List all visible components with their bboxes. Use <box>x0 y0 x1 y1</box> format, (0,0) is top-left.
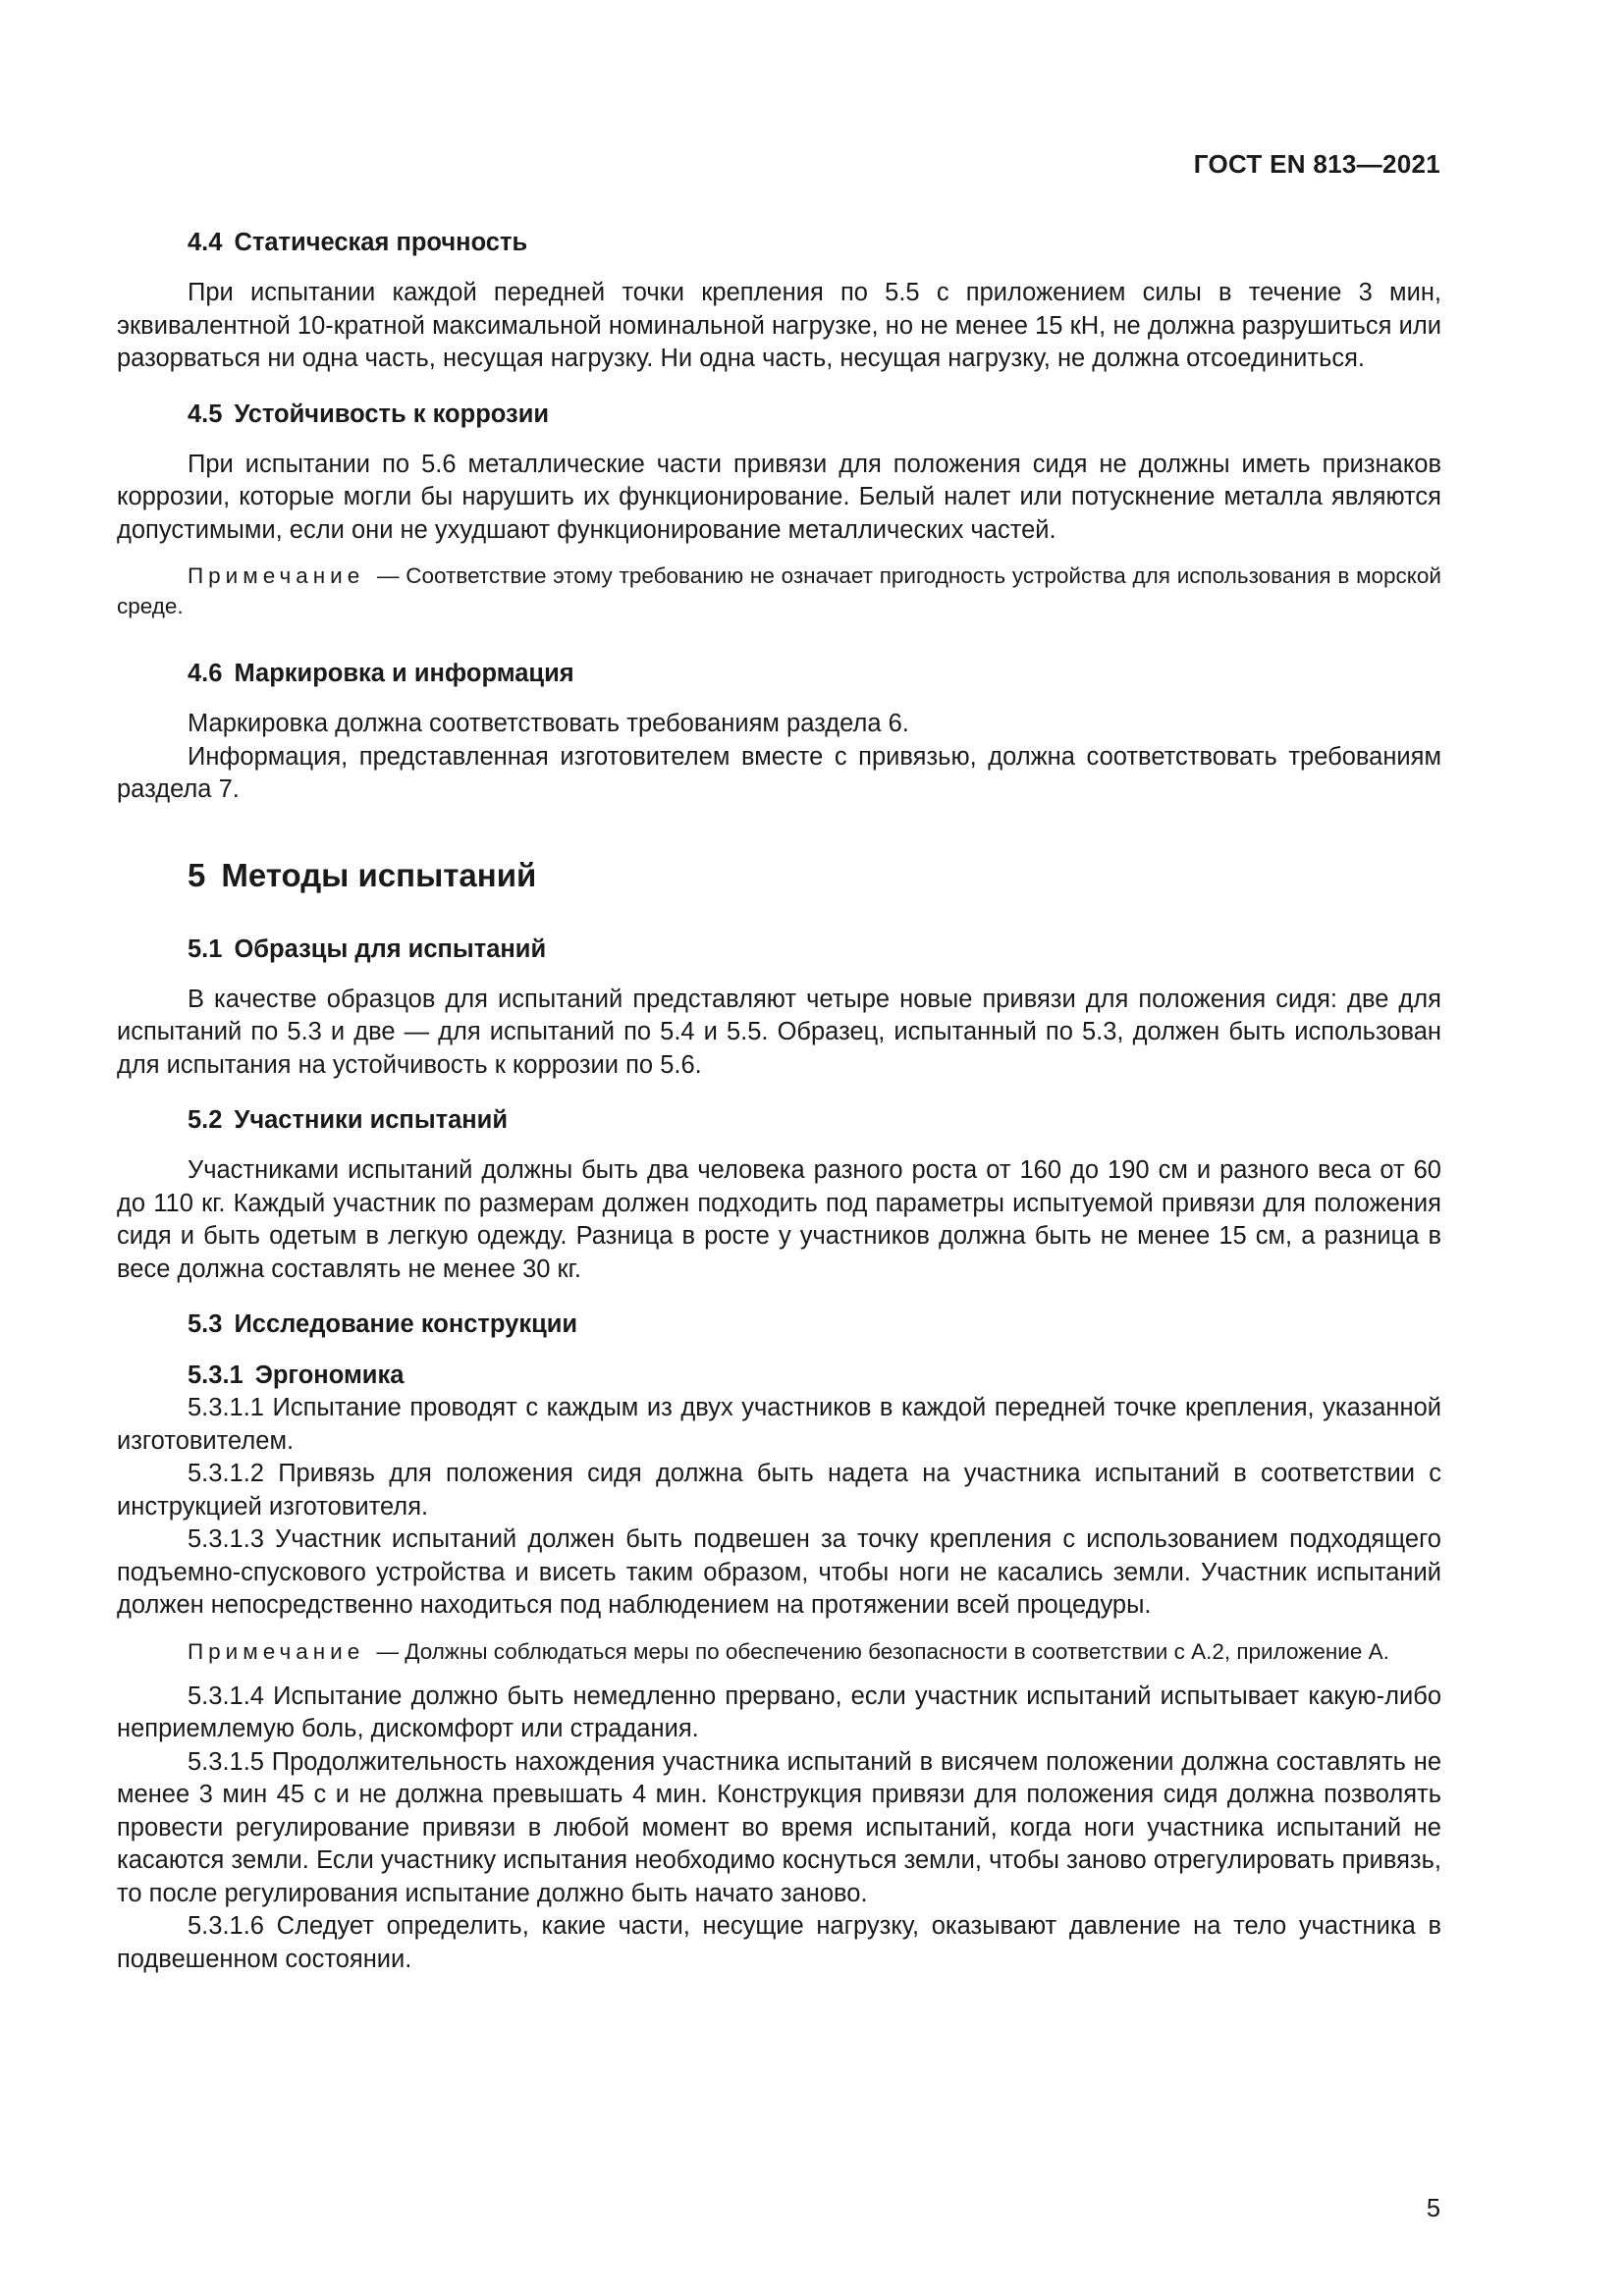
section-4-5-paragraph: При испытании по 5.6 металлические части привязи для положения сидя не должны иметь признаков коррозии, которые могли бы нарушить их функционирование. Белый налет или потускнение металла являются допустимыми, если они не ухудшают функционирование металлических частей. <box>117 450 1441 544</box>
section-title: Устойчивость к коррозии <box>234 400 550 428</box>
section-number: 4.4 <box>188 229 223 256</box>
section-number: 5.3 <box>188 1310 223 1338</box>
section-4-4-heading <box>117 226 1441 259</box>
section-number: 5 <box>188 856 206 893</box>
clause-5-3-1-5: 5.3.1.5 Продолжительность нахождения участника испытаний в висячем положении должна составлять не менее 3 мин 45 с и не должна превышать 4 мин. Конструкция привязи для положения сидя должна позволять провести регулирование привязи в любой момент во время испытаний, когда ноги участника испытаний не касаются земли. Если участнику испытания необходимо коснуться земли, чтобы заново отрегулировать привязь, то после регулирования испытание должно быть начато заново. <box>117 1747 1441 1907</box>
section-5-1-heading <box>117 933 1441 966</box>
section-number: 4.6 <box>188 660 223 687</box>
clause-5-3-1-2: 5.3.1.2 Привязь для положения сидя должна быть надета на участника испытаний в соответствии с инструкцией изготовителя. <box>117 1460 1441 1521</box>
section-number: 5.3.1 <box>188 1362 244 1389</box>
clause-5-3-1-1: 5.3.1.1 Испытание проводят с каждым из двух участников в каждой передней точке крепления, указанной изготовителем. <box>117 1394 1441 1455</box>
section-4-5-heading <box>117 398 1441 431</box>
clause-5-3-1-3: 5.3.1.3 Участник испытаний должен быть подвешен за точку крепления с использованием подходящего подъемно-спускового устройства и висеть таким образом, чтобы ноги не касались земли. Участник испытаний должен непосредственно находиться под наблюдением на протяжении всей процедуры. <box>117 1525 1441 1619</box>
section-4-6-paragraph-1: Маркировка должна соответствовать требованиям раздела 6. <box>188 710 909 737</box>
clause-5-3-1-4: 5.3.1.4 Испытание должно быть немедленно прервано, если участник испытаний испытывает какую-либо неприемлемую боль, дискомфорт или страдания. <box>117 1682 1441 1742</box>
section-4-5-note <box>117 561 1441 621</box>
section-number: 5.1 <box>188 934 223 963</box>
section-title: Маркировка и информация <box>234 660 574 687</box>
section-5-3-heading <box>117 1308 1441 1341</box>
clause-5-3-1-6: 5.3.1.6 Следует определить, какие части, несущие нагрузку, оказывают давление на тело участника в подвешенном состоянии. <box>117 1912 1441 1973</box>
section-title: Образцы для испытаний <box>234 934 547 963</box>
section-4-4-paragraph: При испытании каждой передней точки крепления по 5.5 с приложением силы в течение 3 мин, эквивалентной 10-кратной максимальной номинальной нагрузке, но не менее 15 кН, не должна разрушиться или разорваться ни одна часть, несущая нагрузку. Ни одна часть, несущая нагрузку, не должна отсоединиться. <box>117 279 1441 372</box>
section-5-2-paragraph: Участниками испытаний должны быть два человека разного роста от 160 до 190 см и разного веса от 60 до 110 кг. Каждый участник по размерам должен подходить под параметры испытуемой привязи для положения сидя и быть одетым в легкую одежду. Разница в росте у участников должна быть не менее 15 см, а разница в весе должна составлять не менее 30 кг. <box>117 1156 1441 1283</box>
document-code: ГОСТ EN 813—2021 <box>1193 149 1440 179</box>
section-title: Эргономика <box>254 1362 405 1389</box>
section-title: Статическая прочность <box>234 229 528 256</box>
section-5-2-heading <box>117 1103 1441 1137</box>
section-title: Методы испытаний <box>221 856 537 893</box>
section-number: 4.5 <box>188 400 223 428</box>
section-number: 5.2 <box>188 1106 223 1134</box>
section-5-1-paragraph: В качестве образцов для испытаний представляют четыре новые привязи для положения сидя: две для испытаний по 5.3 и две — для испытаний по 5.4 и 5.5. Образец, испытанный по 5.3, должен быть использован для испытания на устойчивость к коррозии по 5.6. <box>117 985 1441 1079</box>
note-text: — Должны соблюдаться меры по обеспечению безопасности в соответствии с А.2, приложение А. <box>376 1638 1389 1664</box>
section-4-6-paragraph-2: Информация, представленная изготовителем вместе с привязью, должна соответствовать требованиям раздела 7. <box>117 742 1441 803</box>
section-title: Участники испытаний <box>234 1106 509 1134</box>
page-number: 5 <box>1426 2195 1440 2222</box>
section-title: Исследование конструкции <box>234 1310 578 1338</box>
section-5-3-1-heading <box>117 1359 1441 1392</box>
section-4-6-heading <box>117 657 1441 690</box>
document-body <box>117 226 1441 1976</box>
section-5-3-1-note <box>117 1636 1441 1667</box>
note-text: — Соответствие этому требованию не означает пригодность устройства для использования в морской среде. <box>117 563 1441 618</box>
section-5-heading <box>117 856 1441 895</box>
note-label: Примечание <box>188 563 365 588</box>
note-label: Примечание <box>188 1638 365 1664</box>
